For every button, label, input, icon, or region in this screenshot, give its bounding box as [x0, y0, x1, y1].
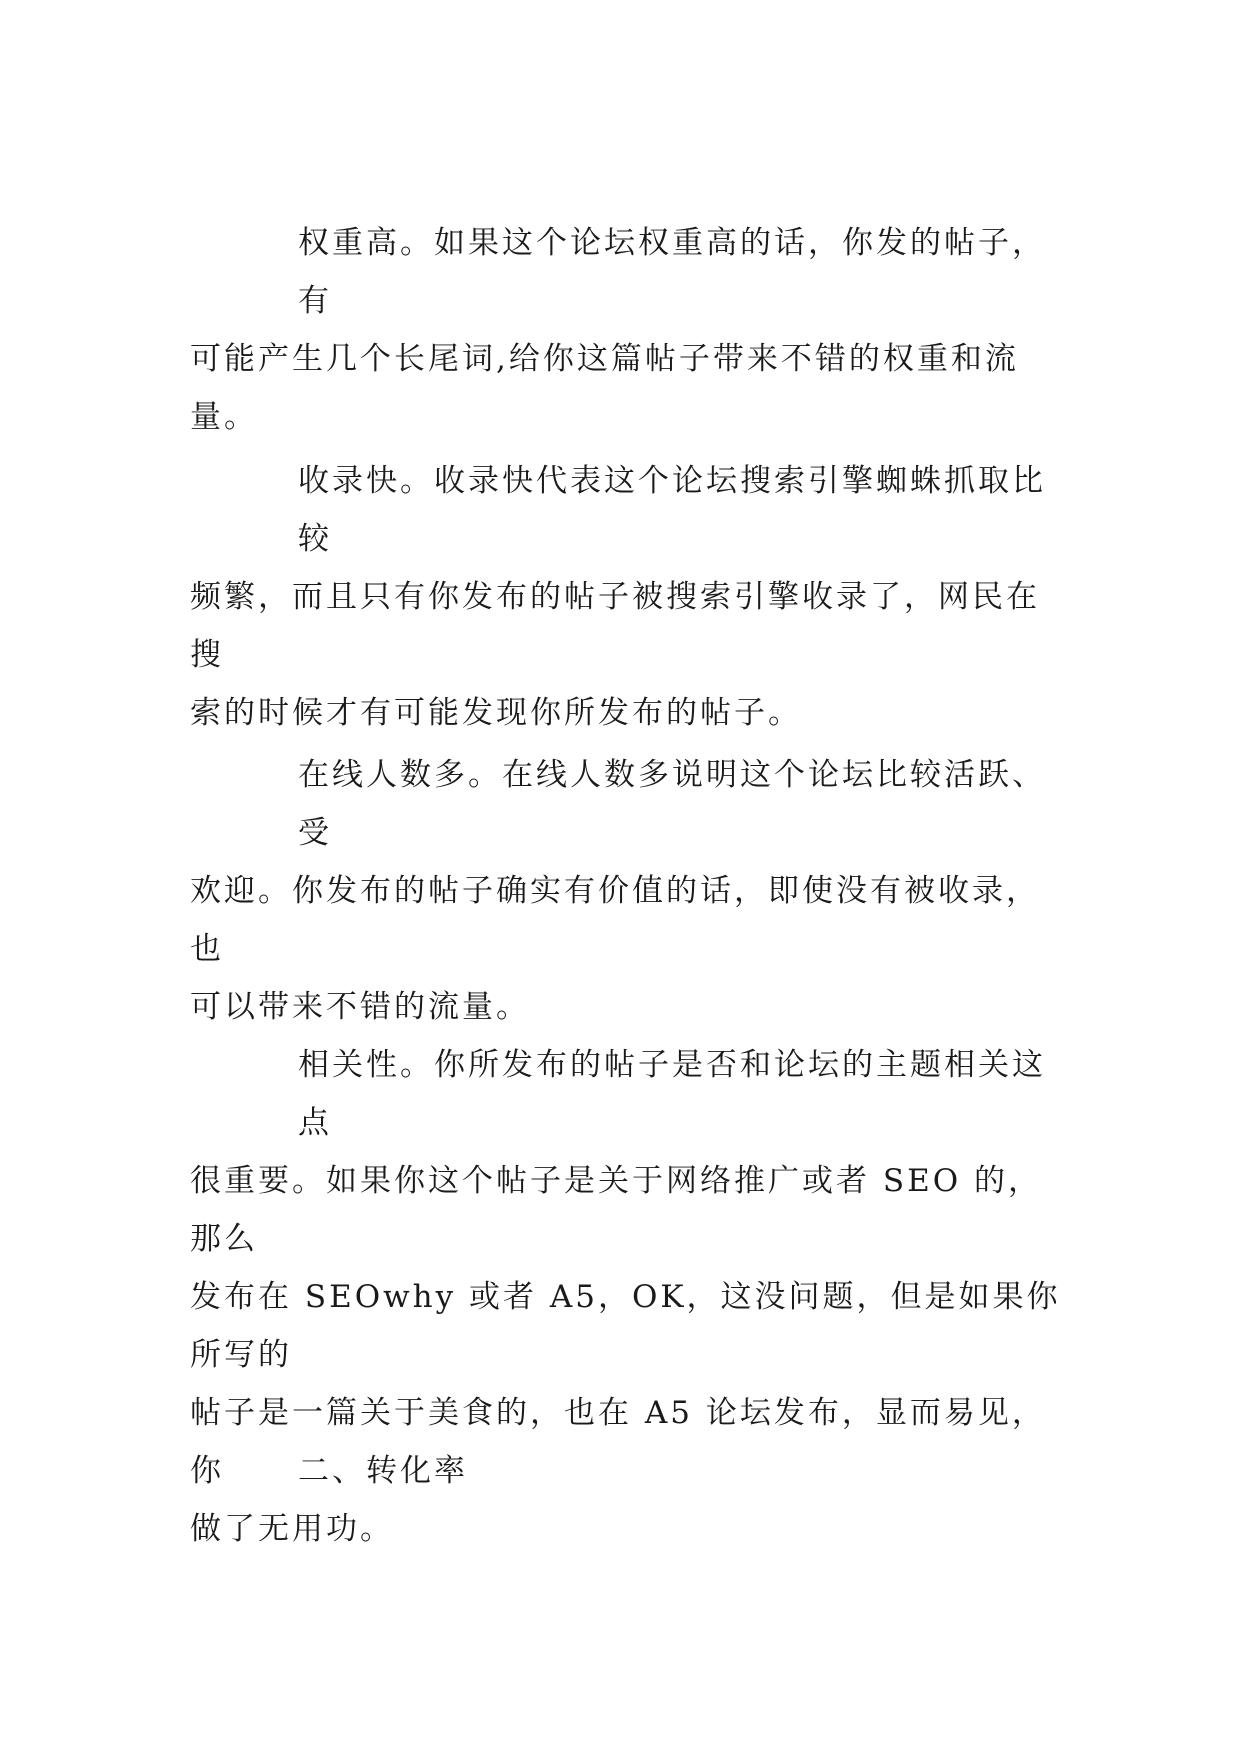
paragraph-indexing	[190, 452, 1070, 742]
paragraph-line: 欢迎。你发布的帖子确实有价值的话，即使没有被收录，也	[190, 873, 1040, 967]
heading-line: 二、转化率	[298, 1453, 468, 1489]
paragraph-line: 在线人数多。在线人数多说明这个论坛比较活跃、受	[298, 757, 1046, 851]
paragraph-line: 可以带来不错的流量。	[190, 989, 530, 1025]
paragraph-weight	[190, 214, 1070, 446]
section-heading-conversion-rate	[190, 1442, 1070, 1500]
paragraph-line: 收录快。收录快代表这个论坛搜索引擎蜘蛛抓取比较	[298, 463, 1046, 557]
paragraph-line: 帖子是一篇关于美食的，也在 A5 论坛发布，显而易见，你	[190, 1395, 1046, 1489]
paragraph-line: 发布在 SEOwhy 或者 A5，OK，这没问题，但是如果你所写的	[190, 1279, 1061, 1373]
paragraph-online-users	[190, 746, 1070, 1036]
paragraph-line: 相关性。你所发布的帖子是否和论坛的主题相关这点	[298, 1047, 1046, 1141]
paragraph-line: 索的时候才有可能发现你所发布的帖子。	[190, 695, 802, 731]
paragraph-line: 做了无用功。	[190, 1511, 394, 1547]
paragraph-line: 权重高。如果这个论坛权重高的话，你发的帖子，有	[298, 225, 1046, 319]
paragraph-line: 可能产生几个长尾词,给你这篇帖子带来不错的权重和流量。	[190, 341, 1019, 435]
paragraph-line: 频繁，而且只有你发布的帖子被搜索引擎收录了，网民在搜	[190, 579, 1040, 673]
paragraph-line: 很重要。如果你这个帖子是关于网络推广或者 SEO 的，那么	[190, 1163, 1042, 1257]
